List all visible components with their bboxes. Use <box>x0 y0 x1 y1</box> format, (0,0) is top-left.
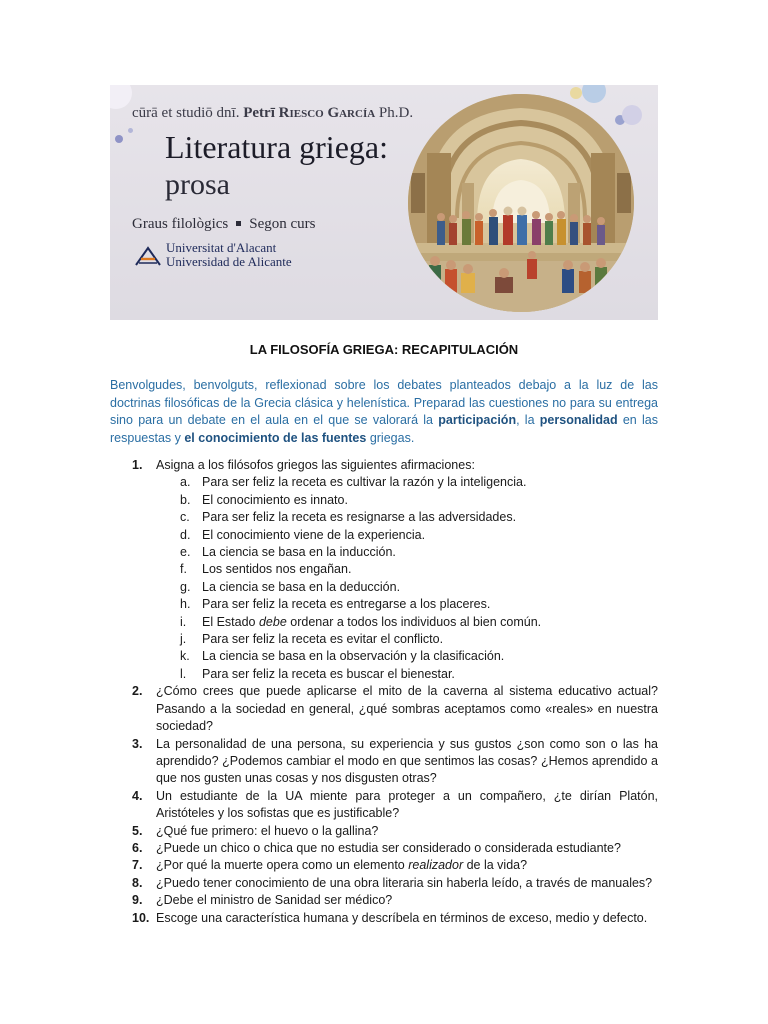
page-heading: LA FILOSOFÍA GRIEGA: RECAPITULACIÓN <box>249 342 519 357</box>
statement-letter: k. <box>180 649 190 664</box>
curator-last-name: Riesco García <box>278 105 376 121</box>
course-subtitle: prosa <box>165 168 230 201</box>
statement-text: Para ser feliz la receta es cultivar la razón y la inteligencia. <box>202 475 527 490</box>
statement-text: Los sentidos nos engañan. <box>202 562 352 577</box>
question-item <box>110 683 658 735</box>
statement-text: La ciencia se basa en la inducción. <box>202 545 396 560</box>
statement-text: La ciencia se basa en la deducción. <box>202 579 401 594</box>
university-name <box>166 241 292 269</box>
curator-prefix: cūrā et studiō dnī. <box>132 105 240 121</box>
question-text: Un estudiante de la UA miente para proteger a un compañero, ¿te dirían Platón, Aristóteles y los sofistas que es justificable? <box>156 788 658 821</box>
statement-text: La ciencia se basa en la observación y la clasificación. <box>202 649 505 664</box>
question-text: ¿Puedo tener conocimiento de una obra literaria sin haberla leído, a través de manuales? <box>156 875 653 890</box>
statement-letter: h. <box>180 597 191 612</box>
decorative-circle <box>128 128 133 133</box>
course-year: Segon curs <box>249 216 316 232</box>
intro-text: griegas. <box>366 430 415 445</box>
statement-letter: i. <box>180 614 187 629</box>
school-of-athens-painting <box>407 93 635 313</box>
statement-letter: c. <box>180 510 190 525</box>
intro-paragraph <box>110 377 658 447</box>
question-emphasis: realizador <box>408 858 464 873</box>
question-text: ¿Puede un chico o chica que no estudia ser considerado o considerada estudiante? <box>156 840 621 855</box>
program-line <box>132 216 315 233</box>
question-number: 8. <box>132 875 143 890</box>
question-number: 6. <box>132 840 143 855</box>
statement-letter: g. <box>180 579 191 594</box>
statement-item <box>110 527 658 544</box>
statement-item <box>110 509 658 526</box>
question-number: 1. <box>132 458 143 472</box>
statement-text: El Estado <box>202 614 259 629</box>
statement-text: El conocimiento es innato. <box>202 492 348 507</box>
statement-text: Para ser feliz la receta es evitar el conflicto. <box>202 632 444 647</box>
question-list <box>110 457 658 927</box>
curator-line <box>132 105 413 122</box>
separator-square <box>236 221 241 226</box>
statement-item <box>110 631 658 648</box>
question-text: ¿Cómo crees que puede aplicarse el mito de la caverna al sistema educativo actual? Pasando a la sociedad en general, ¿qué sombras aceptamos como «reales» en nuestra sociedad? <box>156 684 658 734</box>
question-item <box>110 736 658 788</box>
statement-text: Para ser feliz la receta es resignarse a las adversidades. <box>202 510 517 525</box>
question-number: 9. <box>132 893 143 908</box>
statement-letter: d. <box>180 527 191 542</box>
question-number: 7. <box>132 858 143 873</box>
intro-emphasis: personalidad <box>539 413 618 428</box>
university-name-ca: Universitat d'Alacant <box>166 240 277 255</box>
question-text: La personalidad de una persona, su experiencia y sus gustos ¿son como son o las ha aprendido? ¿Podemos cambiar el modo en que sentimos las cosas? ¿Hemos aprendido a que nos gusten unas cosas y nos disgusten otras? <box>156 736 658 786</box>
statement-item <box>110 579 658 596</box>
statement-text: Para ser feliz la receta es buscar el bienestar. <box>202 666 455 681</box>
course-banner <box>110 85 658 320</box>
curator-first-name: Petrī <box>243 105 275 121</box>
question-text: Asigna a los filósofos griegos las siguientes afirmaciones: <box>156 458 475 472</box>
question-text: ¿Debe el ministro de Sanidad ser médico? <box>156 893 393 908</box>
intro-emphasis: el conocimiento de las fuentes <box>184 430 367 445</box>
question-text: ¿Qué fue primero: el huevo o la gallina? <box>156 823 379 838</box>
statement-item <box>110 648 658 665</box>
statement-item <box>110 614 658 631</box>
question-text: Escoge una característica humana y descríbela en términos de exceso, medio y defecto. <box>156 910 648 925</box>
statement-item <box>110 544 658 561</box>
statement-text: Para ser feliz la receta es entregarse a los placeres. <box>202 597 491 612</box>
question-number: 3. <box>132 736 143 751</box>
program-name: Graus filològics <box>132 216 229 232</box>
intro-text: Benvolgudes, benvolguts, reflexionad sobre los debates planteados debajo a la luz de las doctrinas filosóficas de la Grecia clásica y helenística. Preparad las cuestiones no para su entrega sino para un debate en el aula en el que se valorará la <box>110 378 658 428</box>
statement-letter: e. <box>180 545 191 560</box>
question-text: de la vida? <box>463 858 528 873</box>
intro-emphasis: participación <box>438 413 517 428</box>
university-name-es: Universidad de Alicante <box>166 254 292 269</box>
question-item <box>110 910 658 927</box>
decorative-circle <box>115 135 123 143</box>
question-number: 4. <box>132 788 143 803</box>
statement-item <box>110 474 658 491</box>
statement-emphasis: debe <box>258 614 287 629</box>
question-number: 2. <box>132 684 143 699</box>
statement-letter: f. <box>180 562 187 577</box>
statement-letter: l. <box>180 666 187 681</box>
course-title: Literatura griega: <box>165 129 388 165</box>
curator-suffix: Ph.D. <box>378 105 414 121</box>
statement-item <box>110 492 658 509</box>
decorative-circle <box>110 85 132 109</box>
university-logo-icon <box>134 245 162 267</box>
statement-text: ordenar a todos los individuos al bien común. <box>286 614 542 629</box>
question-text: ¿Por qué la muerte opera como un elemento <box>156 858 409 873</box>
statement-item <box>110 561 658 578</box>
statement-text: El conocimiento viene de la experiencia. <box>202 527 426 542</box>
question-item <box>110 457 658 474</box>
question-item <box>110 875 658 892</box>
question-item <box>110 840 658 857</box>
statement-item <box>110 666 658 683</box>
question-number: 10. <box>132 910 150 925</box>
question-item <box>110 892 658 909</box>
question-item <box>110 788 658 823</box>
question-item <box>110 823 658 840</box>
statement-item <box>110 596 658 613</box>
statement-letter: a. <box>180 475 191 490</box>
statement-letter: j. <box>180 632 187 647</box>
intro-text: en las respuestas y <box>110 413 658 445</box>
question-number: 5. <box>132 823 143 838</box>
intro-text: , la <box>516 413 540 428</box>
question-item <box>110 857 658 874</box>
statement-letter: b. <box>180 492 191 507</box>
